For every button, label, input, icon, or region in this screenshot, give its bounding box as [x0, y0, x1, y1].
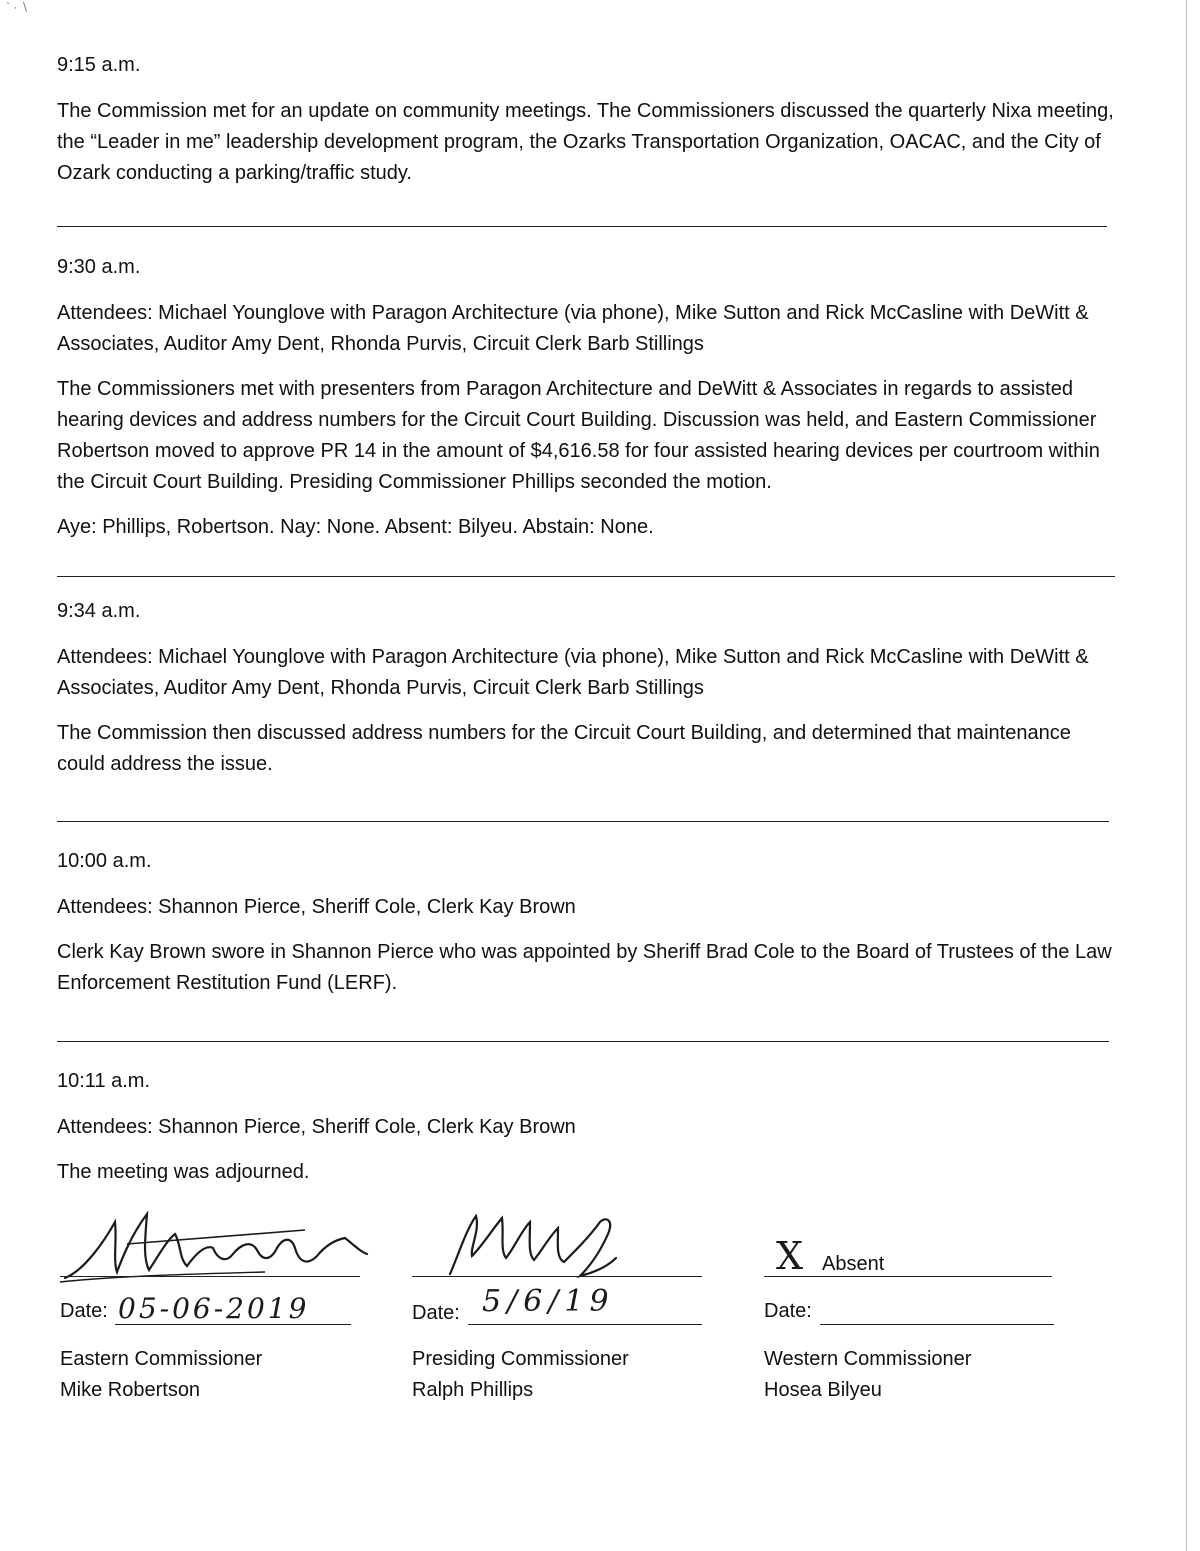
date-line — [468, 1324, 702, 1325]
section-paragraph: The Commission then discussed address numbers for the Circuit Court Building, and determined that maintenance could address the issue. — [57, 722, 1071, 775]
handwritten-x-mark: X — [776, 1234, 804, 1278]
date-line — [820, 1324, 1054, 1325]
section-time: 9:30 a.m. — [57, 256, 141, 278]
signer-title: Eastern Commissioner — [60, 1348, 263, 1370]
section-0915 — [57, 52, 1117, 189]
signature-line — [60, 1276, 360, 1277]
absent-label: Absent — [822, 1253, 885, 1275]
section-0934 — [57, 598, 1117, 780]
section-1011 — [57, 1068, 1117, 1188]
section-paragraph: The meeting was adjourned. — [57, 1161, 310, 1183]
section-time: 9:34 a.m. — [57, 600, 141, 622]
scan-artifact: ˋ · ∖ — [6, 0, 29, 14]
signer-title: Presiding Commissioner — [412, 1348, 629, 1370]
section-time: 10:11 a.m. — [57, 1070, 151, 1092]
handwritten-date: 5/6/19 — [482, 1284, 615, 1319]
date-line — [115, 1324, 351, 1325]
date-label: Date: — [764, 1300, 812, 1322]
attendees-paragraph: Attendees: Michael Younglove with Paragon Architecture (via phone), Mike Sutton and Rick McCasline with DeWitt & Associates, Auditor Amy Dent, Rhonda Purvis, Circuit Clerk Barb Stillings — [57, 302, 1089, 355]
signer-name: Ralph Phillips — [412, 1379, 534, 1401]
date-label: Date: — [60, 1300, 108, 1322]
date-label: Date: — [412, 1302, 460, 1324]
section-0930 — [57, 254, 1117, 543]
section-divider — [57, 821, 1109, 822]
section-divider — [57, 1041, 1109, 1042]
signer-title: Western Commissioner — [764, 1348, 972, 1370]
attendees-paragraph: Attendees: Michael Younglove with Paragon Architecture (via phone), Mike Sutton and Rick McCasline with DeWitt & Associates, Auditor Amy Dent, Rhonda Purvis, Circuit Clerk Barb Stillings — [57, 646, 1089, 699]
section-1000 — [57, 848, 1117, 999]
section-time: 9:15 a.m. — [57, 54, 141, 76]
section-paragraph: The Commission met for an update on community meetings. The Commissioners discussed the quarterly Nixa meeting, the “Leader in me” leadership development program, the Ozarks Transportation Organization, OACAC, and the City of Ozark conducting a parking/traffic study. — [57, 100, 1114, 184]
attendees-paragraph: Attendees: Shannon Pierce, Sheriff Cole, Clerk Kay Brown — [57, 1116, 576, 1138]
signer-name: Mike Robertson — [60, 1379, 201, 1401]
handwritten-date: 05-06-2019 — [118, 1292, 310, 1325]
signature-line — [764, 1276, 1052, 1277]
section-time: 10:00 a.m. — [57, 850, 152, 872]
vote-record: Aye: Phillips, Robertson. Nay: None. Absent: Bilyeu. Abstain: None. — [57, 516, 654, 538]
section-divider — [57, 576, 1115, 577]
signature-line — [412, 1276, 702, 1277]
signer-name: Hosea Bilyeu — [764, 1379, 882, 1401]
scan-edge — [1186, 0, 1187, 1551]
section-divider — [57, 226, 1107, 227]
section-paragraph: Clerk Kay Brown swore in Shannon Pierce who was appointed by Sheriff Brad Cole to the Board of Trustees of the Law Enforcement Restitution Fund (LERF). — [57, 941, 1112, 994]
attendees-paragraph: Attendees: Shannon Pierce, Sheriff Cole, Clerk Kay Brown — [57, 896, 576, 918]
section-paragraph: The Commissioners met with presenters from Paragon Architecture and DeWitt & Associates in regards to assisted hearing devices and address numbers for the Circuit Court Building. Discussion was held, and Eastern Commissioner Robertson moved to approve PR 14 in the amount of $4,616.58 for four assisted hearing devices per courtroom within the Circuit Court Building. Presiding Commissioner Phillips seconded the motion. — [57, 378, 1100, 493]
